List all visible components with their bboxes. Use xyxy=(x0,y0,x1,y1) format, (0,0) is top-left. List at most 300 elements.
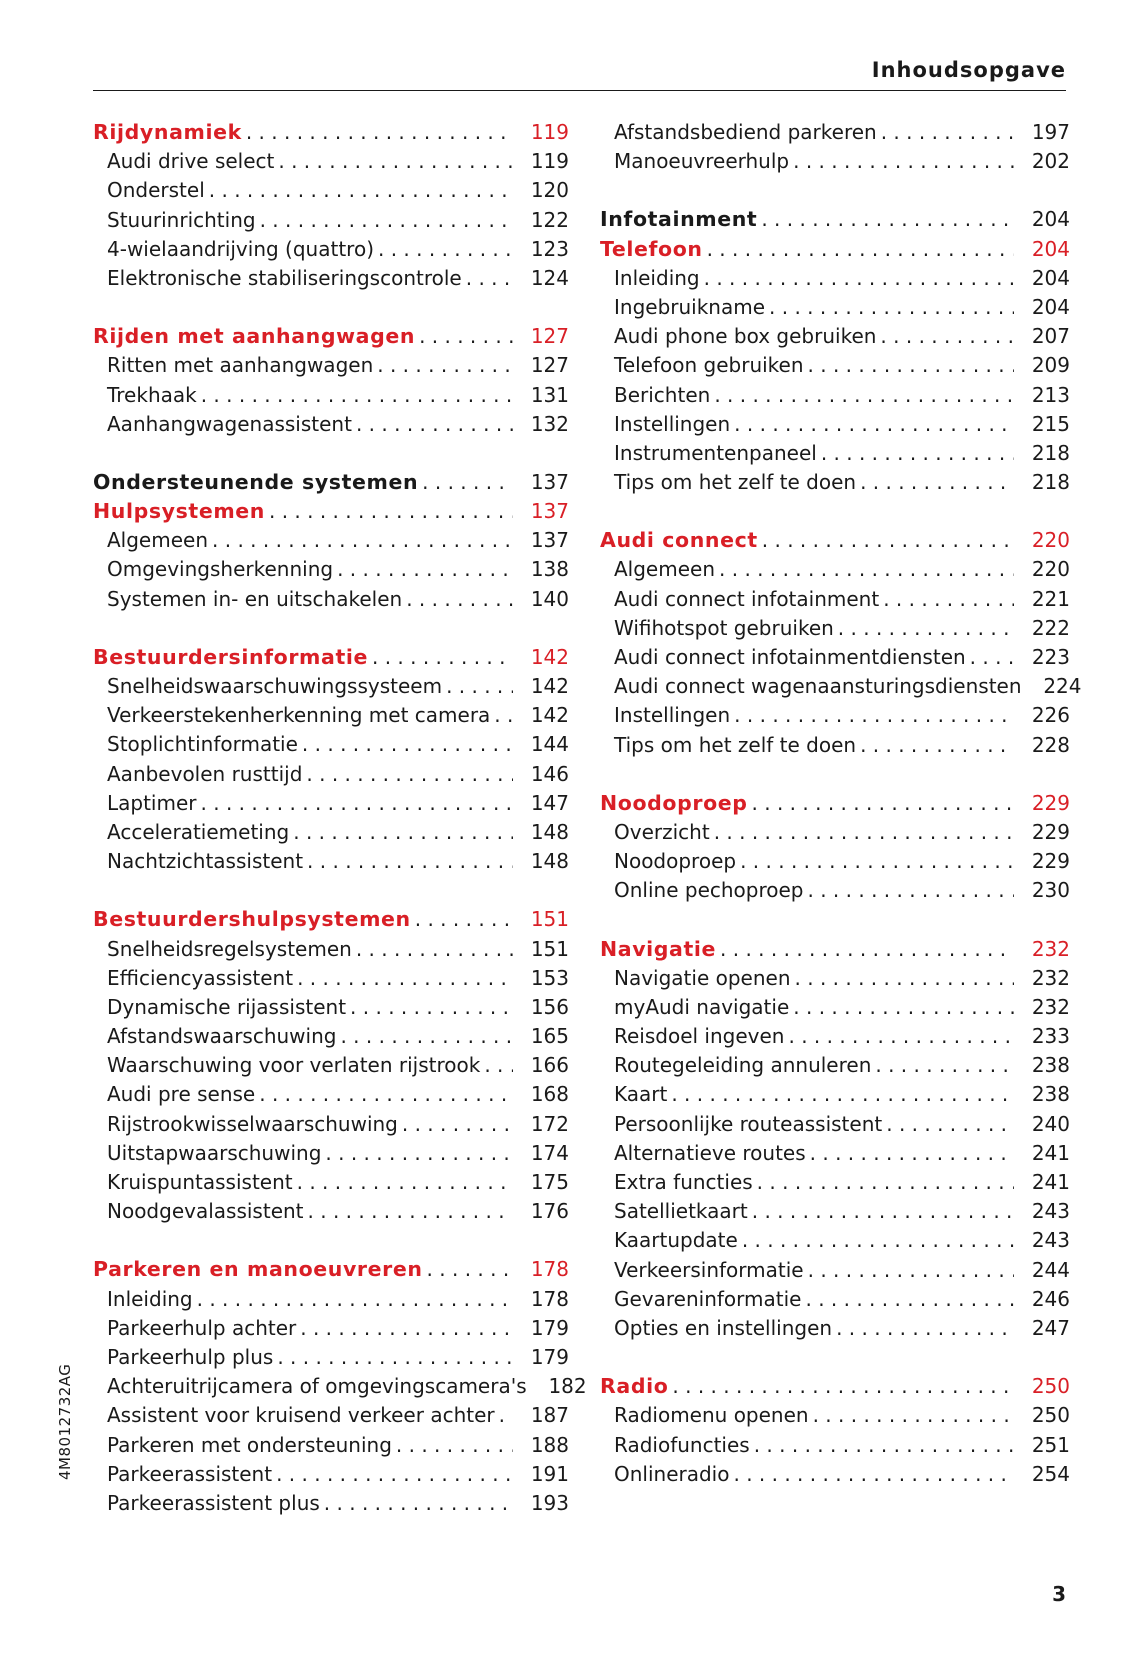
toc-entry-title: Noodoproep xyxy=(600,790,748,815)
toc-dot-leader xyxy=(276,1460,513,1489)
toc-entry[interactable] xyxy=(93,206,569,235)
toc-page-number: 228 xyxy=(1031,732,1070,757)
toc-entry[interactable] xyxy=(93,526,569,555)
toc-dot-leader xyxy=(757,1168,1014,1197)
toc-chapter-heading[interactable] xyxy=(600,935,1070,964)
toc-entry-title: Aanhangwagenassistent xyxy=(107,411,352,436)
toc-page-number: 229 xyxy=(1031,819,1070,844)
toc-page-number: 179 xyxy=(530,1315,569,1340)
toc-entry-title: Radiomenu openen xyxy=(614,1403,809,1428)
toc-entry-title: Parkeerhulp achter xyxy=(107,1315,297,1340)
toc-dot-leader xyxy=(466,264,513,293)
toc-entry-title: Audi pre sense xyxy=(107,1082,256,1107)
toc-page-number: 254 xyxy=(1031,1461,1070,1486)
toc-dot-leader xyxy=(808,351,1014,380)
toc-entry-title: Kaart xyxy=(614,1082,668,1107)
toc-entry[interactable] xyxy=(600,381,1070,410)
toc-page-number: 241 xyxy=(1031,1140,1070,1165)
toc-dot-leader xyxy=(970,643,1014,672)
toc-section xyxy=(600,526,1082,760)
toc-section xyxy=(600,789,1070,906)
toc-entry-title: Alternatieve routes xyxy=(614,1140,806,1165)
toc-entry[interactable] xyxy=(93,701,569,730)
toc-entry-title: Snelheidswaarschuwingssysteem xyxy=(107,674,443,698)
toc-entry[interactable] xyxy=(600,439,1070,468)
toc-page-number: 251 xyxy=(1031,1432,1070,1457)
toc-entry[interactable] xyxy=(93,818,569,847)
toc-entry[interactable] xyxy=(93,1372,587,1401)
toc-page-number: 153 xyxy=(530,965,569,990)
toc-dot-leader xyxy=(278,147,513,176)
toc-dot-leader xyxy=(337,555,513,584)
toc-entry-title: Parkeren en manoeuvreren xyxy=(93,1257,423,1282)
toc-section xyxy=(93,118,569,293)
toc-entry-title: Afstandswaarschuwing xyxy=(107,1024,337,1049)
toc-page-number: 127 xyxy=(530,353,569,378)
toc-page-number: 120 xyxy=(530,178,569,203)
toc-dot-leader xyxy=(788,1022,1014,1051)
toc-page-number: 218 xyxy=(1031,440,1070,465)
toc-entry[interactable] xyxy=(600,964,1070,993)
toc-entry-title: Routegeleiding annuleren xyxy=(614,1053,872,1078)
toc-entry-title: Acceleratiemeting xyxy=(107,819,290,844)
toc-chapter-heading[interactable] xyxy=(93,643,569,672)
toc-dot-leader xyxy=(209,176,513,205)
toc-entry-title: Uitstapwaarschuwing xyxy=(107,1140,322,1165)
toc-entry-title: Algemeen xyxy=(614,557,716,582)
toc-entry[interactable] xyxy=(93,1431,569,1460)
toc-entry-title: Online pechoproep xyxy=(614,878,804,903)
toc-entry-title: Hulpsystemen xyxy=(93,499,265,524)
toc-entry[interactable] xyxy=(600,147,1070,176)
toc-entry-title: Elektronische stabiliseringscontrole xyxy=(107,265,462,290)
toc-page-number: 204 xyxy=(1031,265,1070,290)
toc-entry-title: Laptimer xyxy=(107,790,197,815)
toc-chapter-heading[interactable] xyxy=(600,235,1070,264)
toc-entry-title: Extra functies xyxy=(614,1170,753,1194)
toc-page-number: 220 xyxy=(1031,528,1070,553)
toc-dot-leader xyxy=(808,876,1015,905)
toc-entry[interactable] xyxy=(600,118,1070,147)
toc-entry[interactable] xyxy=(93,147,569,176)
toc-dot-leader xyxy=(752,1197,1014,1226)
toc-page-number: 232 xyxy=(1031,994,1070,1019)
toc-entry-title: Kaartupdate xyxy=(614,1228,738,1253)
toc-entry[interactable] xyxy=(600,1401,1070,1430)
toc-entry[interactable] xyxy=(600,701,1070,730)
toc-entry[interactable] xyxy=(600,1256,1070,1285)
toc-page-number: 222 xyxy=(1031,615,1070,640)
toc-chapter-heading[interactable] xyxy=(93,497,569,526)
toc-entry[interactable] xyxy=(600,468,1070,497)
toc-entry[interactable] xyxy=(93,993,569,1022)
toc-entry-title: Efficiencyassistent xyxy=(107,965,294,990)
toc-section xyxy=(93,468,569,614)
toc-page-number: 151 xyxy=(530,907,569,932)
toc-dot-leader xyxy=(201,381,513,410)
toc-dot-leader xyxy=(324,1489,513,1518)
toc-page-number: 122 xyxy=(530,207,569,232)
toc-entry[interactable] xyxy=(600,410,1070,439)
toc-entry[interactable] xyxy=(93,1343,569,1372)
toc-entry[interactable] xyxy=(93,176,569,205)
toc-section xyxy=(93,643,569,877)
toc-chapter-heading[interactable] xyxy=(600,526,1070,555)
toc-section xyxy=(600,935,1070,1344)
toc-chapter-heading[interactable] xyxy=(93,322,569,351)
toc-entry-title: Aanbevolen rusttijd xyxy=(107,761,303,786)
toc-entry[interactable] xyxy=(93,789,569,818)
document-code: 4M8012732AG xyxy=(56,1363,74,1480)
toc-dot-leader xyxy=(402,1110,513,1139)
toc-entry-title: Onlineradio xyxy=(614,1461,730,1486)
toc-page-number: 250 xyxy=(1031,1374,1070,1399)
toc-entry-title: Rijstrookwisselwaarschuwing xyxy=(107,1111,398,1136)
toc-entry-title: Navigatie xyxy=(600,936,717,961)
toc-dot-leader xyxy=(734,701,1014,730)
toc-entry[interactable] xyxy=(600,731,1070,760)
toc-page-number: 243 xyxy=(1031,1228,1070,1253)
toc-page-number: 175 xyxy=(530,1170,569,1194)
toc-entry-title: Dynamische rijassistent xyxy=(107,994,347,1019)
toc-dot-leader xyxy=(805,1285,1014,1314)
toc-dot-leader xyxy=(422,468,513,497)
toc-dot-leader xyxy=(860,731,1014,760)
toc-entry-title: Reisdoel ingeven xyxy=(614,1024,785,1049)
toc-dot-leader xyxy=(260,206,513,235)
toc-page-number: 220 xyxy=(1031,557,1070,582)
toc-dot-leader xyxy=(293,818,513,847)
toc-entry-title: Inleiding xyxy=(614,265,700,290)
toc-page-number: 132 xyxy=(530,411,569,436)
toc-dot-leader xyxy=(742,1226,1014,1255)
toc-entry[interactable] xyxy=(600,293,1070,322)
toc-entry[interactable] xyxy=(600,1431,1070,1460)
toc-page-number: 238 xyxy=(1031,1082,1070,1107)
toc-entry[interactable] xyxy=(93,672,569,701)
toc-page-number: 165 xyxy=(530,1024,569,1049)
toc-entry[interactable] xyxy=(93,1489,569,1518)
toc-entry[interactable] xyxy=(93,1314,569,1343)
toc-entry-title: Audi phone box gebruiken xyxy=(614,324,877,349)
toc-page-number: 213 xyxy=(1031,382,1070,407)
toc-entry[interactable] xyxy=(600,264,1070,293)
toc-dot-leader xyxy=(306,760,513,789)
toc-entry[interactable] xyxy=(93,1080,569,1109)
toc-section xyxy=(600,1372,1070,1489)
toc-dot-leader xyxy=(838,614,1014,643)
toc-dot-leader xyxy=(378,235,513,264)
toc-dot-leader xyxy=(886,1110,1014,1139)
toc-section xyxy=(93,905,569,1226)
toc-page-number: 207 xyxy=(1031,324,1070,349)
toc-entry[interactable] xyxy=(93,760,569,789)
toc-page-number: 142 xyxy=(530,644,569,669)
toc-page-number: 151 xyxy=(530,936,569,961)
toc-entry[interactable] xyxy=(600,1460,1070,1489)
toc-page-number: 232 xyxy=(1031,965,1070,990)
toc-page-number: 218 xyxy=(1031,470,1070,495)
toc-page-number: 138 xyxy=(530,557,569,582)
toc-entry-title: Audi connect infotainmentdiensten xyxy=(614,645,966,669)
toc-entry[interactable] xyxy=(93,730,569,759)
toc-dot-leader xyxy=(860,468,1014,497)
toc-entry[interactable] xyxy=(600,351,1070,380)
toc-dot-leader xyxy=(734,410,1014,439)
toc-entry-title: myAudi navigatie xyxy=(614,994,790,1019)
toc-page-number: 142 xyxy=(530,674,569,698)
toc-entry-title: Manoeuvreerhulp xyxy=(614,149,790,174)
toc-page-number: 142 xyxy=(530,703,569,728)
toc-entry[interactable] xyxy=(93,351,569,380)
toc-entry[interactable] xyxy=(600,1285,1070,1314)
toc-page-number: 233 xyxy=(1031,1024,1070,1049)
toc-page-number: 148 xyxy=(530,819,569,844)
page-number: 3 xyxy=(1052,1582,1066,1606)
toc-dot-leader xyxy=(494,701,513,730)
toc-dot-leader xyxy=(340,1022,513,1051)
toc-entry-title: Parkeerassistent xyxy=(107,1461,273,1486)
toc-entry-title: Noodgevalassistent xyxy=(107,1199,304,1224)
toc-entry-title: Radio xyxy=(600,1374,669,1399)
toc-page-number: 147 xyxy=(530,790,569,815)
toc-entry-title: Ritten met aanhangwagen xyxy=(107,353,374,378)
toc-dot-leader xyxy=(875,1051,1014,1080)
toc-entry[interactable] xyxy=(600,818,1070,847)
toc-entry-title: Audi connect wagenaansturingsdiensten xyxy=(614,674,1022,699)
toc-entry-title: Bestuurdersinformatie xyxy=(93,644,368,669)
toc-entry[interactable] xyxy=(600,993,1070,1022)
toc-entry-title: Infotainment xyxy=(600,207,758,232)
toc-entry[interactable] xyxy=(93,1401,569,1430)
toc-page-number: 137 xyxy=(530,528,569,553)
toc-entry[interactable] xyxy=(600,614,1070,643)
toc-entry-title: Systemen in- en uitschakelen xyxy=(107,586,403,611)
toc-chapter-heading[interactable] xyxy=(93,905,569,934)
toc-entry[interactable] xyxy=(93,964,569,993)
toc-dot-leader xyxy=(754,1431,1014,1460)
toc-entry-title: Stuurinrichting xyxy=(107,207,256,232)
toc-entry[interactable] xyxy=(93,235,569,264)
toc-entry-title: Gevareninformatie xyxy=(614,1286,802,1311)
toc-dot-leader xyxy=(769,293,1014,322)
toc-dot-leader xyxy=(350,993,513,1022)
toc-page-number: 137 xyxy=(530,469,569,494)
toc-page-number: 174 xyxy=(530,1140,569,1165)
toc-dot-leader xyxy=(821,439,1014,468)
toc-chapter-heading[interactable] xyxy=(600,789,1070,818)
toc-entry-title: Instellingen xyxy=(614,703,731,728)
toc-entry-title: Audi drive select xyxy=(107,149,275,174)
toc-entry[interactable] xyxy=(93,1110,569,1139)
toc-entry[interactable] xyxy=(600,1051,1070,1080)
toc-entry[interactable] xyxy=(600,555,1070,584)
toc-dot-leader xyxy=(714,381,1014,410)
toc-dot-leader xyxy=(720,935,1014,964)
toc-dot-leader xyxy=(300,1314,513,1343)
toc-entry[interactable] xyxy=(93,1460,569,1489)
toc-page-number: 244 xyxy=(1031,1257,1070,1282)
toc-page-number: 223 xyxy=(1031,645,1070,669)
toc-entry[interactable] xyxy=(600,1080,1070,1109)
toc-dot-leader xyxy=(672,1372,1014,1401)
toc-section xyxy=(600,205,1070,497)
toc-chapter-heading[interactable] xyxy=(600,205,1070,234)
toc-page-number: 241 xyxy=(1031,1170,1070,1194)
toc-page-number: 197 xyxy=(1031,120,1070,144)
toc-section xyxy=(93,322,569,439)
toc-entry-title: Noodoproep xyxy=(614,849,737,874)
toc-dot-leader xyxy=(795,964,1014,993)
toc-dot-leader xyxy=(259,1080,513,1109)
toc-page-number: 204 xyxy=(1031,294,1070,319)
toc-dot-leader xyxy=(733,1460,1014,1489)
toc-dot-leader xyxy=(808,1256,1014,1285)
toc-entry[interactable] xyxy=(600,1168,1070,1197)
toc-page-number: 146 xyxy=(530,761,569,786)
toc-dot-leader xyxy=(810,1139,1014,1168)
toc-dot-leader xyxy=(740,847,1014,876)
toc-entry-title: Achteruitrijcamera of omgevingscamera's xyxy=(107,1374,527,1399)
toc-entry-title: Trekhaak xyxy=(107,382,197,407)
toc-entry-title: Overzicht xyxy=(614,819,710,844)
toc-entry[interactable] xyxy=(93,847,569,876)
toc-entry[interactable] xyxy=(600,876,1070,905)
toc-dot-leader xyxy=(704,264,1014,293)
toc-entry[interactable] xyxy=(600,643,1070,672)
toc-chapter-heading[interactable] xyxy=(600,1372,1070,1401)
toc-dot-leader xyxy=(356,410,513,439)
toc-entry[interactable] xyxy=(93,935,569,964)
toc-entry[interactable] xyxy=(93,1285,569,1314)
toc-entry[interactable] xyxy=(93,1022,569,1051)
toc-entry-title: Verkeersinformatie xyxy=(614,1257,804,1282)
toc-entry-title: Opties en instellingen xyxy=(614,1315,833,1340)
toc-entry[interactable] xyxy=(600,1197,1070,1226)
toc-entry-title: Audi connect xyxy=(600,528,758,553)
toc-page-number: 247 xyxy=(1031,1315,1070,1340)
toc-dot-leader xyxy=(307,847,513,876)
toc-entry[interactable] xyxy=(93,585,569,614)
toc-entry-title: Snelheidsregelsystemen xyxy=(107,936,352,961)
toc-dot-leader xyxy=(813,1401,1014,1430)
toc-entry[interactable] xyxy=(600,322,1070,351)
toc-dot-leader xyxy=(406,585,513,614)
toc-dot-leader xyxy=(419,322,513,351)
toc-entry[interactable] xyxy=(600,1314,1070,1343)
toc-page-number: 232 xyxy=(1031,936,1070,961)
toc-page-number: 240 xyxy=(1031,1111,1070,1136)
toc-entry-title: Audi connect infotainment xyxy=(614,586,880,611)
toc-entry-title: Navigatie openen xyxy=(614,965,791,990)
toc-entry-title: Verkeerstekenherkenning met camera xyxy=(107,703,491,728)
toc-page-number: 140 xyxy=(530,586,569,611)
toc-page-number: 127 xyxy=(530,324,569,349)
toc-dot-leader xyxy=(446,672,513,701)
toc-entry-title: Persoonlijke routeassistent xyxy=(614,1111,883,1136)
toc-entry-title: Berichten xyxy=(614,382,711,407)
toc-page-number: 119 xyxy=(530,120,569,144)
toc-entry-title: Radiofuncties xyxy=(614,1432,750,1457)
toc-dot-leader xyxy=(793,993,1014,1022)
toc-dot-leader xyxy=(302,730,513,759)
toc-entry[interactable] xyxy=(600,847,1070,876)
toc-entry[interactable] xyxy=(600,1226,1070,1255)
toc-page-number: 250 xyxy=(1031,1403,1070,1428)
toc-chapter-heading[interactable] xyxy=(93,1255,569,1284)
toc-dot-leader xyxy=(377,351,513,380)
toc-page-number: 176 xyxy=(530,1199,569,1224)
toc-entry[interactable] xyxy=(600,672,1082,701)
toc-entry[interactable] xyxy=(93,381,569,410)
toc-entry-title: 4-wielaandrijving (quattro) xyxy=(107,236,374,261)
toc-page-number: 148 xyxy=(530,849,569,874)
toc-entry-title: Ondersteunende systemen xyxy=(93,469,419,494)
toc-dot-leader xyxy=(762,526,1014,555)
toc-entry[interactable] xyxy=(600,1110,1070,1139)
toc-entry[interactable] xyxy=(93,555,569,584)
toc-page-number: 243 xyxy=(1031,1199,1070,1224)
toc-entry[interactable] xyxy=(600,1022,1070,1051)
toc-entry[interactable] xyxy=(93,1051,569,1080)
toc-page-number: 119 xyxy=(530,149,569,174)
toc-page-number: 187 xyxy=(530,1403,569,1428)
toc-entry[interactable] xyxy=(600,585,1070,614)
toc-entry[interactable] xyxy=(93,410,569,439)
toc-page-number: 168 xyxy=(530,1082,569,1107)
toc-dot-leader xyxy=(246,118,513,147)
header-divider xyxy=(93,90,1066,91)
toc-left-column xyxy=(93,118,587,1547)
toc-entry-title: Afstandsbediend parkeren xyxy=(614,120,877,144)
toc-dot-leader xyxy=(880,322,1014,351)
toc-page-number: 193 xyxy=(530,1490,569,1515)
toc-dot-leader xyxy=(297,1168,513,1197)
toc-page-number: 229 xyxy=(1031,849,1070,874)
toc-dot-leader xyxy=(707,235,1014,264)
toc-entry-title: Parkeren met ondersteuning xyxy=(107,1432,392,1457)
toc-entry-title: Nachtzichtassistent xyxy=(107,849,304,874)
toc-entry[interactable] xyxy=(93,1168,569,1197)
toc-entry[interactable] xyxy=(93,1139,569,1168)
toc-entry-title: Onderstel xyxy=(107,178,205,203)
toc-dot-leader xyxy=(761,205,1014,234)
toc-chapter-heading[interactable] xyxy=(93,118,569,147)
toc-entry-title: Rijden met aanhangwagen xyxy=(93,324,416,349)
toc-dot-leader xyxy=(396,1431,513,1460)
toc-dot-leader xyxy=(671,1080,1014,1109)
toc-entry-title: Ingebruikname xyxy=(614,294,766,319)
toc-entry[interactable] xyxy=(93,264,569,293)
toc-dot-leader xyxy=(883,585,1014,614)
toc-entry-title: Parkeerhulp plus xyxy=(107,1344,274,1369)
toc-page-number: 182 xyxy=(548,1374,587,1399)
toc-dot-leader xyxy=(881,118,1014,147)
toc-dot-leader xyxy=(427,1255,513,1284)
toc-chapter-heading[interactable] xyxy=(93,468,569,497)
toc-entry-title: Wifihotspot gebruiken xyxy=(614,615,834,640)
toc-dot-leader xyxy=(325,1139,513,1168)
toc-section xyxy=(600,118,1070,176)
toc-page-number: 166 xyxy=(530,1053,569,1078)
page-header-title: Inhoudsopgave xyxy=(871,58,1066,82)
toc-page-number: 191 xyxy=(530,1461,569,1486)
toc-entry[interactable] xyxy=(600,1139,1070,1168)
toc-page-number: 229 xyxy=(1031,790,1070,815)
toc-entry[interactable] xyxy=(93,1197,569,1226)
toc-dot-leader xyxy=(415,905,513,934)
toc-dot-leader xyxy=(197,1285,513,1314)
